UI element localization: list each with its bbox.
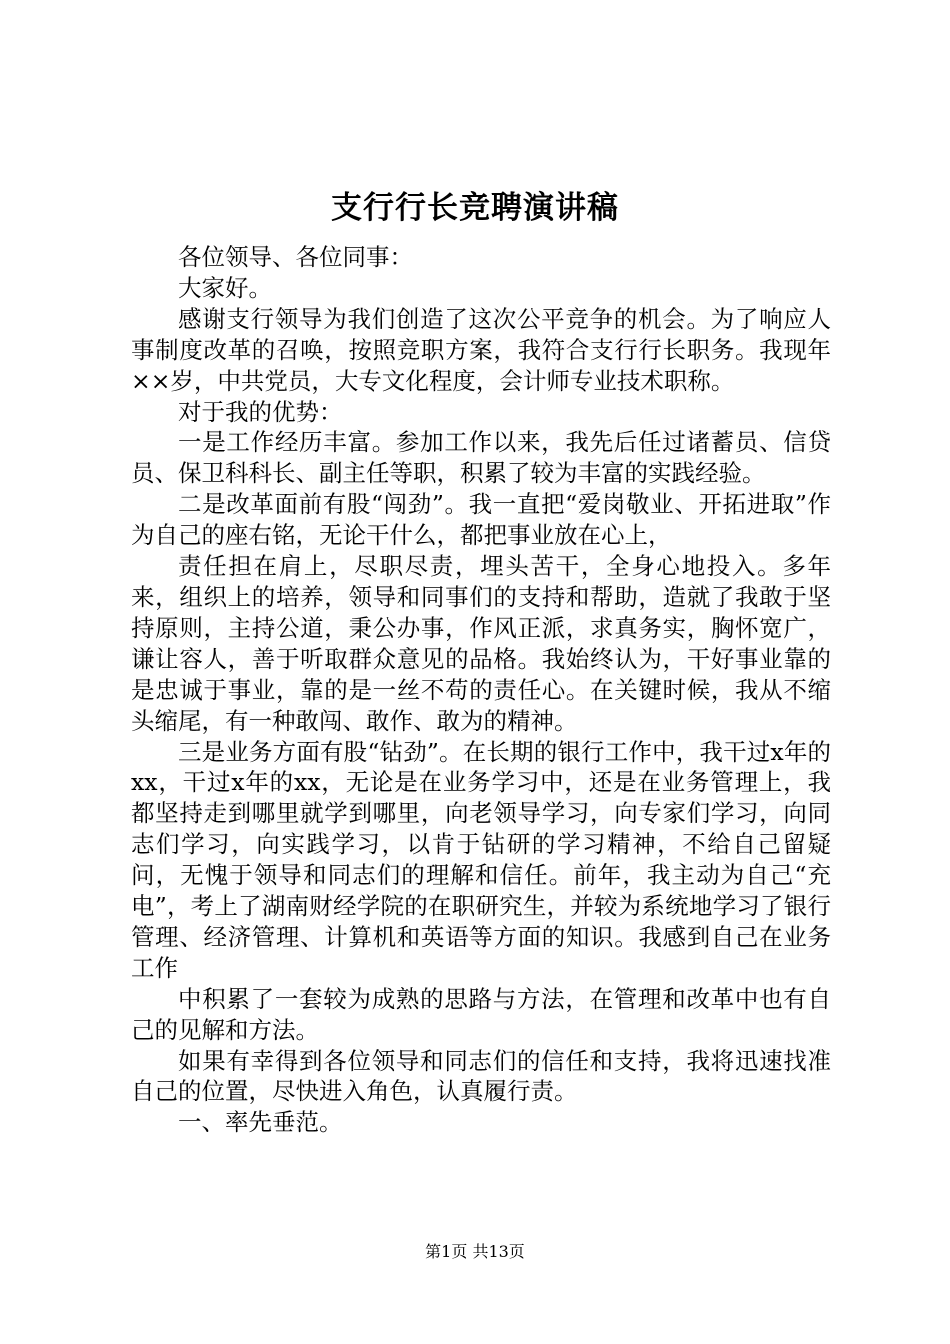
paragraph-responsibility: 责任担在肩上，尽职尽责，埋头苦干，全身心地投入。多年来，组织上的培养，领导和同事们的支持和帮助，造就了我敢于坚持原则，主持公道，秉公办事，作风正派，求真务实，胸怀宽广，谦让容人，善于听取群众意见的品格。我始终认为，干好事业靠的是忠诚于事业，靠的是一丝不苟的责任心。在关键时候，我从不缩头缩尾，有一种敢闯、敢作、敢为的精神。 (131, 552, 831, 735)
paragraph-advantage-two: 二是改革面前有股“闯劲”。我一直把“爱岗敬业、开拓进取”作为自己的座右铭，无论干什么，都把事业放在心上， (131, 490, 831, 550)
paragraph-commitment: 如果有幸得到各位领导和同志们的信任和支持，我将迅速找准自己的位置，尽快进入角色，认真履行责。 (131, 1046, 831, 1106)
paragraph-advantages-heading: 对于我的优势： (178, 397, 343, 426)
paragraph-experience: 中积累了一套较为成熟的思路与方法，在管理和改革中也有自己的见解和方法。 (131, 984, 831, 1044)
paragraph-advantage-one: 一是工作经历丰富。参加工作以来，我先后任过诸蓄员、信贷员、保卫科科长、副主任等职，积累了较为丰富的实践经验。 (131, 428, 831, 488)
document-body (131, 242, 831, 1138)
paragraph-advantage-three: 三是业务方面有股“钻劲”。在长期的银行工作中，我干过x年的xx，干过x年的xx，无论是在业务学习中，还是在业务管理上，我都坚持走到哪里就学到哪里，向老领导学习，向专家们学习，向同志们学习，向实践学习，以肯于钻研的学习精神，不给自己留疑问，无愧于领导和同志们的理解和信任。前年，我主动为自己“充电”，考上了湖南财经学院的在职研究生，并较为系统地学习了银行管理、经济管理、计算机和英语等方面的知识。我感到自己在业务工作 (131, 737, 831, 982)
paragraph-introduction: 感谢支行领导为我们创造了这次公平竞争的机会。为了响应人事制度改革的召唤，按照竞职方案，我符合支行行长职务。我现年××岁，中共党员，大专文化程度，会计师专业技术职称。 (131, 304, 831, 395)
paragraph-salutation: 各位领导、各位同事： (178, 243, 413, 271)
paragraph-section-one: 一、率先垂范。 (178, 1108, 343, 1137)
paragraph-greeting: 大家好。 (178, 273, 272, 302)
document-title: 支行行长竞聘演讲稿 (331, 190, 619, 226)
page-footer: 第1页 共13页 (425, 1242, 525, 1261)
